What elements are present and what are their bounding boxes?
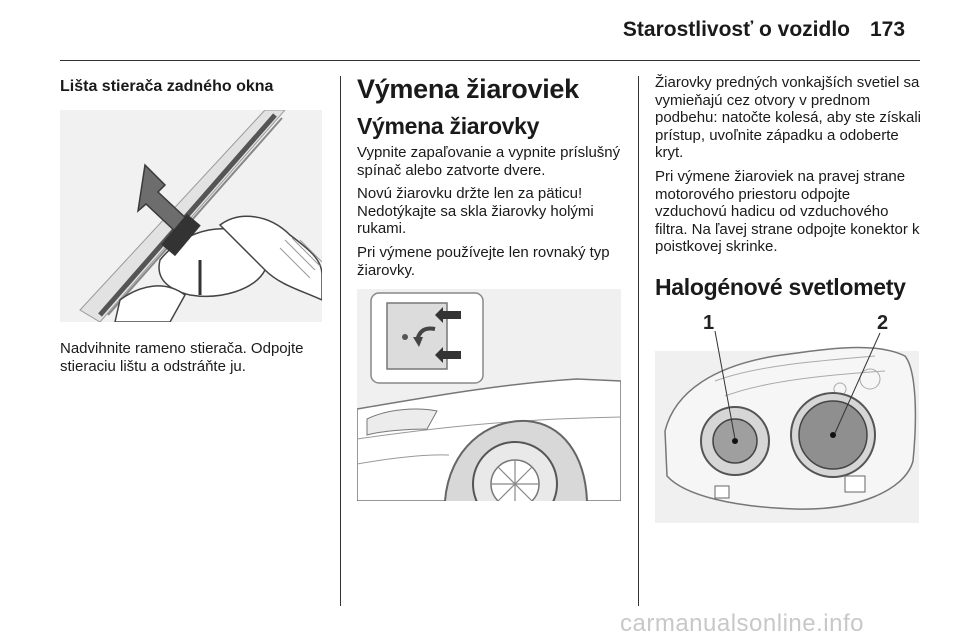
bulb-paragraph: Novú žiarovku držte len za päticu! Nedotýkajte sa skla žiarovky holými rukami. (357, 185, 594, 238)
page-number: 173 (870, 18, 906, 41)
middle-column (357, 74, 625, 501)
wiper-heading: Lišta stierača zadného okna (60, 78, 274, 95)
halogen-headlamp-illustration (655, 311, 919, 523)
header-divider (60, 60, 920, 61)
column-divider-left (340, 76, 341, 606)
bulb-replacement-subtitle: Výmena žiarovky (357, 113, 540, 139)
bulb-paragraph: Pri výmene používejte len rovnaký typ žiarovky. (357, 243, 610, 279)
left-column (60, 74, 330, 381)
headlamp-paragraph: Žiarovky predných vonkajších svetiel sa vymieňajú cez otvory v prednom podbehu: natočte kolesá, aby ste získali prístup, uvoľnite západku a odoberte kryt. (655, 74, 922, 162)
car-wheel-arch-cover-illustration (357, 289, 621, 501)
wiper-caption: Nadvihnite rameno stierača. Odpojte stieraciu lištu a odstráňte ju. (60, 340, 304, 375)
bulb-paragraph: Vypnite zapaľovanie a vypnite príslušný spínač alebo zatvorte dvere. (357, 144, 621, 179)
headlamp-label-1: 1 (703, 311, 715, 334)
headlamp-label-2: 2 (877, 311, 889, 334)
column-divider-right (638, 76, 639, 606)
bulb-instructions (357, 144, 625, 279)
section-title: Starostlivosť o vozidlo (622, 18, 850, 41)
headlamp-paragraph: Pri výmene žiaroviek na pravej strane motorového priestoru odpojte vzduchovú hadicu od vzduchového filtra. Na ľavej strane odpojte konektor k poistkovej skrinke. (655, 167, 920, 256)
bulb-replacement-title: Výmena žiaroviek (357, 74, 579, 104)
right-column (655, 74, 923, 523)
wiper-blade-removal-illustration (60, 110, 322, 322)
footer-watermark: carmanualsonline.info (620, 610, 864, 637)
halogen-headlamps-heading: Halogénové svetlomety (655, 273, 906, 300)
